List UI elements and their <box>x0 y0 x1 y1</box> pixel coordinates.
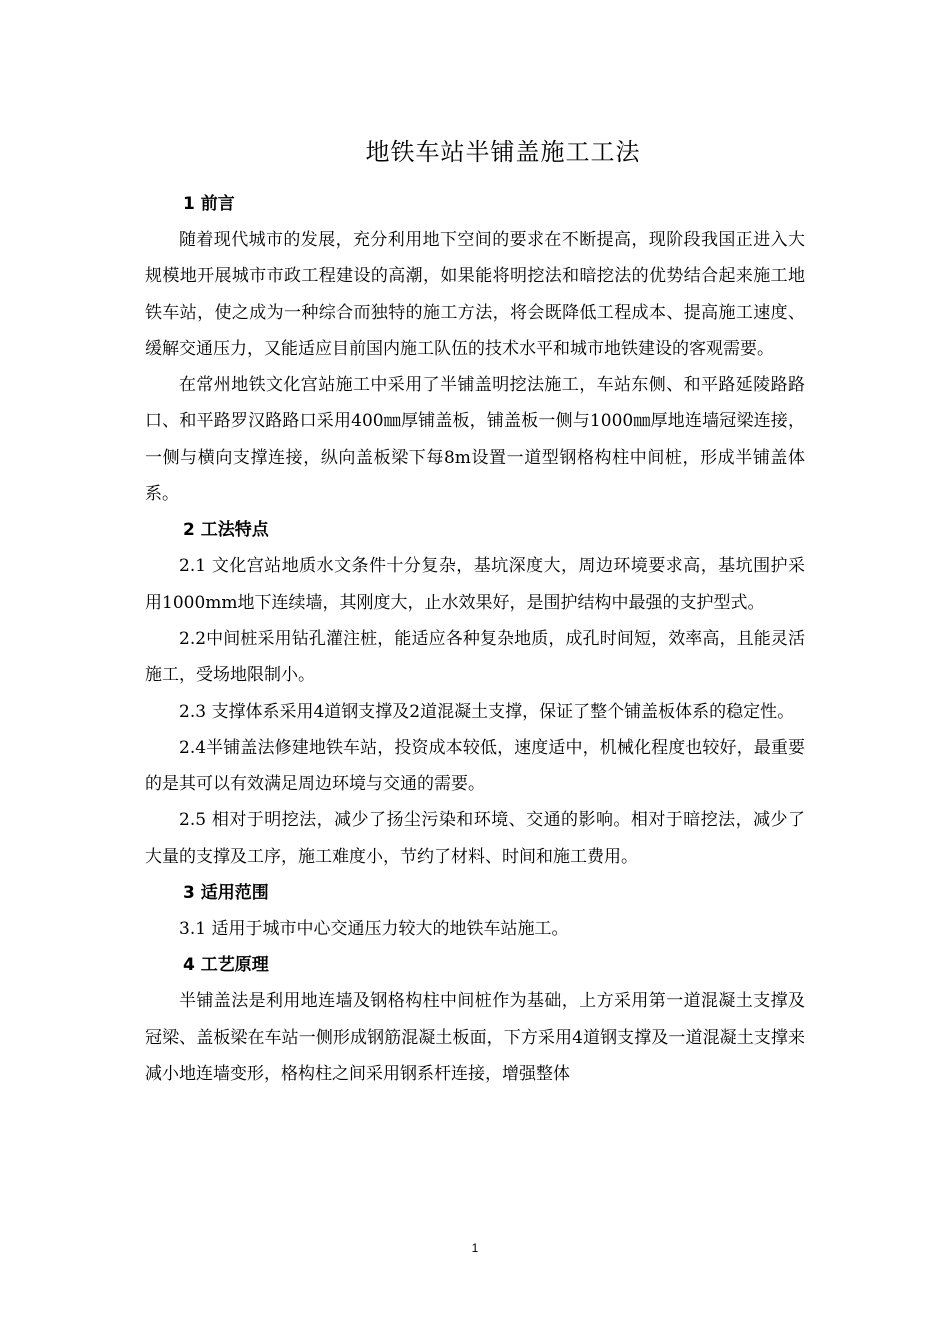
paragraph: 2.5 相对于明挖法，减少了扬尘污染和环境、交通的影响。相对于暗挖法，减少了大量的支撑及工序，施工难度小，节约了材料、时间和施工费用。 <box>145 810 805 867</box>
paragraph: 2.3 支撑体系采用4道钢支撑及2道混凝土支撑，保证了整个铺盖板体系的稳定性。 <box>179 701 795 722</box>
document-body <box>145 186 805 1092</box>
paragraph: 随着现代城市的发展，充分利用地下空间的要求在不断提高，现阶段我国正进入大规模地开展城市市政工程建设的高潮，如果能将明挖法和暗挖法的优势结合起来施工地铁车站，使之成为一种综合而独特的施工方法，将会既降低工程成本、提高施工速度、缓解交通压力，又能适应目前国内施工队伍的技术水平和城市地铁建设的客观需要。 <box>145 230 805 359</box>
paragraph: 2.2中间桩采用钻孔灌注桩，能适应各种复杂地质，成孔时间短，效率高，且能灵活施工，受场地限制小。 <box>145 628 805 686</box>
section-heading-principle: 4 工艺原理 <box>183 955 269 976</box>
paragraph: 3.1 适用于城市中心交通压力较大的地铁车站施工。 <box>179 919 569 940</box>
paragraph: 在常州地铁文化宫站施工中采用了半铺盖明挖法施工，车站东侧、和平路延陵路路口、和平路罗汉路路口采用400㎜厚铺盖板，铺盖板一侧与1000㎜厚地连墙冠梁连接，一侧与横向支撑连接，纵向盖板梁下每8m设置一道型钢格构柱中间桩，形成半铺盖体系。 <box>145 375 805 505</box>
paragraph: 2.1 文化宫站地质水文条件十分复杂，基坑深度大，周边环境要求高，基坑围护采用1000mm地下连续墙，其刚度大，止水效果好，是围护结构中最强的支护型式。 <box>145 556 805 613</box>
section-heading-preface: 1 前言 <box>183 194 235 214</box>
paragraph: 2.4半铺盖法修建地铁车站，投资成本较低，速度适中，机械化程度也较好，最重要的是其可以有效满足周边环境与交通的需要。 <box>145 737 805 795</box>
section-heading-scope: 3 适用范围 <box>183 883 269 904</box>
paragraph: 半铺盖法是利用地连墙及钢格构柱中间桩作为基础，上方采用第一道混凝土支撑及冠梁、盖板梁在车站一侧形成钢筋混凝土板面，下方采用4道钢支撑及一道混凝土支撑来减小地连墙变形，格构柱之间采用钢系杆连接，增强整体 <box>145 991 805 1084</box>
page-number: 1 <box>471 1241 479 1255</box>
section-heading-features: 2 工法特点 <box>183 520 269 541</box>
document-title: 地铁车站半铺盖施工工法 <box>365 138 641 166</box>
